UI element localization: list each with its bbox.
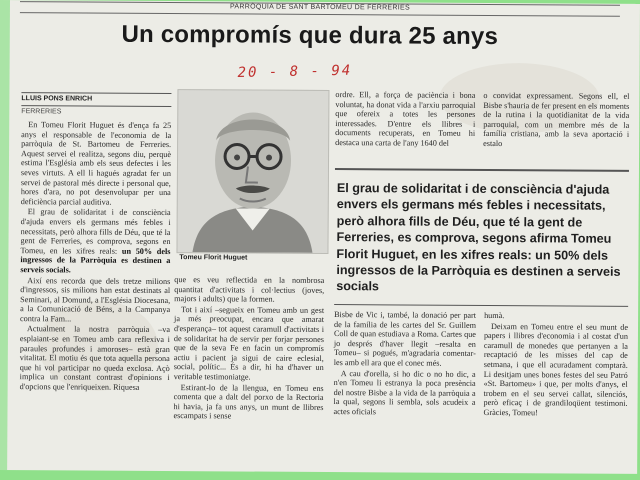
column-3-bottom xyxy=(333,310,476,418)
article-title: Un compromís que dura 25 anys xyxy=(121,20,499,51)
paragraph: Tot i així –segueix en Tomeu amb un gest ja més preocupat, encara que amarat d'esperança– tot aquest caramull d'activitats i de solidaritat ha de servir per forjar persones que de la seva Fe en facin un compromís actiu i pacient ja sigui de caire eclesial, social, polític... És a dir, hi ha d'haver un veritable testimoniatge. xyxy=(173,304,325,382)
paragraph: o convidat expressament. Segons ell, el Bisbe s'hauria de fer present en els moments de la rutina i la quotidianitat de la vida parroquial, com un membre més de la família cristiana, amb la seva aportació i estalo xyxy=(483,90,630,149)
column-4-bottom xyxy=(483,311,628,419)
header-rule-bottom xyxy=(20,12,620,17)
column-3-top xyxy=(335,90,475,149)
publication-header: PARRÒQUIA DE SANT BARTOMEU DE FERRERIES xyxy=(229,3,410,12)
highlight-text: un 50% dels ingressos de la Parròquia es destinen a serveis socials. xyxy=(20,246,171,275)
paragraph: humà. xyxy=(484,310,505,321)
paragraph: El grau de solidaritat i de consciència d'ajuda envers els germans més febles i necessitats, però alhora fills de Déu, que té la gent de Ferreries, es comprova, segons en Tomeu, en les xifres reals: un 50% dels ingressos de la Parròquia es destinen a serveis socials. xyxy=(20,207,171,275)
pullquote-rule-top xyxy=(335,168,629,172)
dateline-place: FERRERIES xyxy=(21,108,62,116)
paragraph: Deixam en Tomeu entre el seu munt de papers i llibres d'economia i al costat d'un caramull de monedes que pertanyen a la recaptació de les misses del cap de setmana, i que ell acuradament comptarà. Li desitjam unes bones festes del seu Patró «St. Bartomeu» i que, per molts d'anys, el trobem en el seu servei callat, silenciós, però eficaç i de grandiloqüent testimoni. Gràcies, Tomeu! xyxy=(483,321,629,418)
paragraph: A cau d'orella, si ho dic o no ho dic, a n'en Tomeu li estranya la poca presència del nostre Bisbe a la vida de la parròquia a la qual, segons li sembla, sols acudeix a actes oficials xyxy=(333,368,476,417)
title-rule xyxy=(21,92,171,94)
photo-caption: Tomeu Florit Huguet xyxy=(179,254,248,262)
handwritten-date: 20 - 8 - 94 xyxy=(237,62,353,81)
column-4-top xyxy=(483,91,629,150)
column-2 xyxy=(173,275,324,423)
paragraph: que es veu reflectida en la nombrosa quantitat d'activitats i col·lectius (joves, majors i adults) que la formen. xyxy=(174,275,325,304)
paragraph: Estirant-lo de la llengua, en Tomeu ens comenta que a dalt del porxo de la Rectoria hi havia, ja fa uns anys, un munt de llibres escampats i sense xyxy=(173,382,324,421)
paragraph: Bisbe de Vic i, també, la donació per part de la família de les cartes del Sr. Guillem Coll de quan estudiava a Roma. Cartes que jo després d'haver llegit –resalta en Tomeu– si pogués, m'agradaria comentar-les amb ell ara que el conec més. xyxy=(333,310,477,368)
paragraph: ordre. Ell, a força de paciència i bona voluntat, ha donat vida a l'arxiu parroquial que ofereix a totes les persones interessades. D'entre els llibres i documents recuperats, en Tomeu hi destaca una carta de l'any 1640 del xyxy=(335,90,476,148)
paragraph: Actualment la nostra parròquia –va esplaiant-se en Tomeu amb cara reflexiva i paraules profundes i amoroses– està gran vitalitat. El motiu és que tota aquella persona que hi vol participar no queda exclosa. Açò implica un constant contrast d'opinions i d'opcions que l'enriqueixen. Riquesa xyxy=(19,324,171,392)
portrait-photo xyxy=(176,89,329,254)
pullquote-rule-bottom xyxy=(334,304,628,307)
byline-rule xyxy=(21,105,171,107)
paragraph: En Tomeu Florit Huguet és d'ença fa 25 anys el responsable de l'economia de la parròquia de St. Bartomeu de Ferreries. Aquest servei el realitza, segons diu, perquè estima l'Església amb els seus defectes i les seves virtuts. A ell li hagués agradat fer un servei de pastoral més directe i personal que, hores d'ara, no pot desenvolupar per una deficiència parcial auditiva. xyxy=(20,120,172,207)
byline: LLUIS PONS ENRICH xyxy=(21,95,93,103)
portrait-illustration xyxy=(177,90,328,253)
pull-quote: El grau de solidaritat i de consciència d'ajuda envers els germans més febles i necessitats, però alhora fills de Déu, que té la gent de Ferreries, es comprova, segons afirma Tomeu Florit Huguet, en les xifres reals: un 50% dels ingressos de la Parròquia es destinen a serveis socials xyxy=(336,181,621,294)
green-margin xyxy=(0,0,10,470)
paragraph: Així ens recorda que dels tretze milions d'ingressos, sis milions han estat destinats al Seminari, al Domund, a l'Església Diocesana, a la Comunicació de Béns, a la Campanya contra la Fam... xyxy=(20,275,171,324)
column-1 xyxy=(20,120,172,394)
